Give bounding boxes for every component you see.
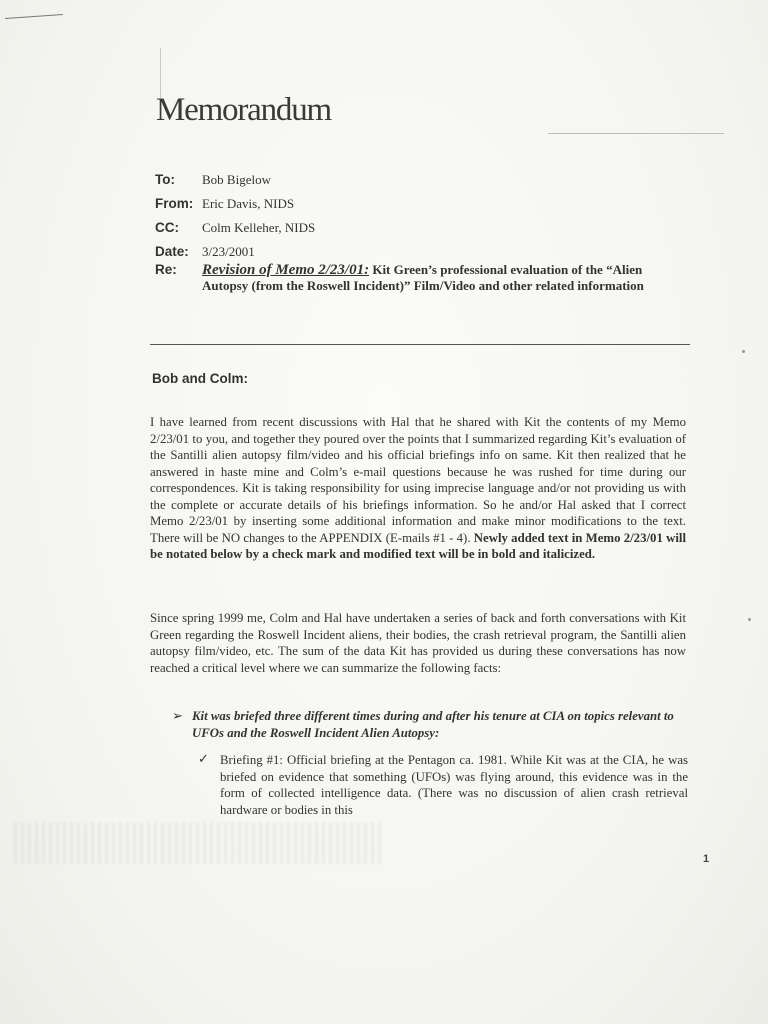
- corner-pen-mark: [5, 14, 63, 19]
- scan-speck: [748, 618, 751, 621]
- paragraph-2: Since spring 1999 me, Colm and Hal have undertaken a series of back and forth conversations with Kit Green regarding the Roswell Incident aliens, their bodies, the crash retrieval program, the Santilli alien autopsy film/video, etc. The sum of the data Kit has provided us during these conversations has now reached a critical level where we can summarize the following facts:: [150, 611, 686, 675]
- header-separator: [150, 344, 690, 345]
- arrow-bullet-icon: ➢: [172, 709, 183, 724]
- to-label: To:: [155, 172, 175, 187]
- paragraph-1: [150, 414, 686, 563]
- bullet-text: Kit was briefed three different times during and after his tenure at CIA on topics relevant to UFOs and the Roswell Incident Alien Autopsy:: [192, 709, 674, 740]
- re-label: Re:: [155, 262, 177, 277]
- date-label: Date:: [155, 244, 189, 259]
- re-subject: [202, 262, 677, 294]
- check-text: Briefing #1: Official briefing at the Pentagon ca. 1981. While Kit was at the CIA, he was briefed on evidence that something (UFOs) was flying around, this evidence was in the form of collected intelligence data. (There was no discussion of alien crash retrieval hardware or bodies in this: [220, 753, 688, 817]
- salutation: Bob and Colm:: [152, 371, 248, 386]
- from-label: From:: [155, 196, 194, 211]
- from-value: Eric Davis, NIDS: [202, 196, 295, 211]
- scan-mark: [160, 48, 161, 98]
- cc-value: Colm Kelleher, NIDS: [202, 220, 316, 235]
- cc-row: [155, 220, 695, 236]
- to-value: Bob Bigelow: [202, 172, 271, 187]
- scan-smudge: [14, 822, 384, 864]
- re-subject-text: Kit Green’s professional evaluation of the “Alien Autopsy (from the Roswell Incident)” Film/Video and other related information: [202, 262, 644, 293]
- memo-header: [155, 172, 695, 294]
- bullet-item: [172, 708, 688, 742]
- re-revision-title: Revision of Memo 2/23/01:: [202, 262, 370, 278]
- cc-label: CC:: [155, 220, 179, 235]
- re-row: [155, 262, 695, 294]
- check-mark-icon: ✓: [198, 752, 209, 767]
- paragraph-1-text: I have learned from recent discussions with Hal that he shared with Kit the contents of my Memo 2/23/01 to you, and together they poured over the points that I summarized regarding Kit’s evaluation of the Santilli alien autopsy film/video and his official briefings info on same. Kit then realized that he answered in haste mine and Colm’s e-mail questions because he was rushed for time during our correspondences. Kit is taking responsibility for using imprecise language and/or not providing us with the complete or accurate details of his briefings information. So he and/or Hal asked that I correct Memo 2/23/01 by inserting some additional information and make minor modifications to the text. There will be NO changes to the APPENDIX (E-mails #1 - 4).: [150, 415, 686, 545]
- paragraph-1-bold-note: Newly added text in Memo 2/23/01 will be notated below by a check mark and modified text will be in bold and italicized.: [150, 530, 687, 561]
- date-row: [155, 244, 695, 260]
- to-row: [155, 172, 695, 188]
- memo-title: Memorandum: [156, 92, 331, 128]
- date-value: 3/23/2001: [202, 244, 255, 259]
- title-rule: [548, 133, 724, 134]
- scan-speck: [742, 350, 745, 353]
- page-number: 1: [703, 853, 710, 865]
- from-row: [155, 196, 695, 212]
- check-item: [198, 752, 688, 818]
